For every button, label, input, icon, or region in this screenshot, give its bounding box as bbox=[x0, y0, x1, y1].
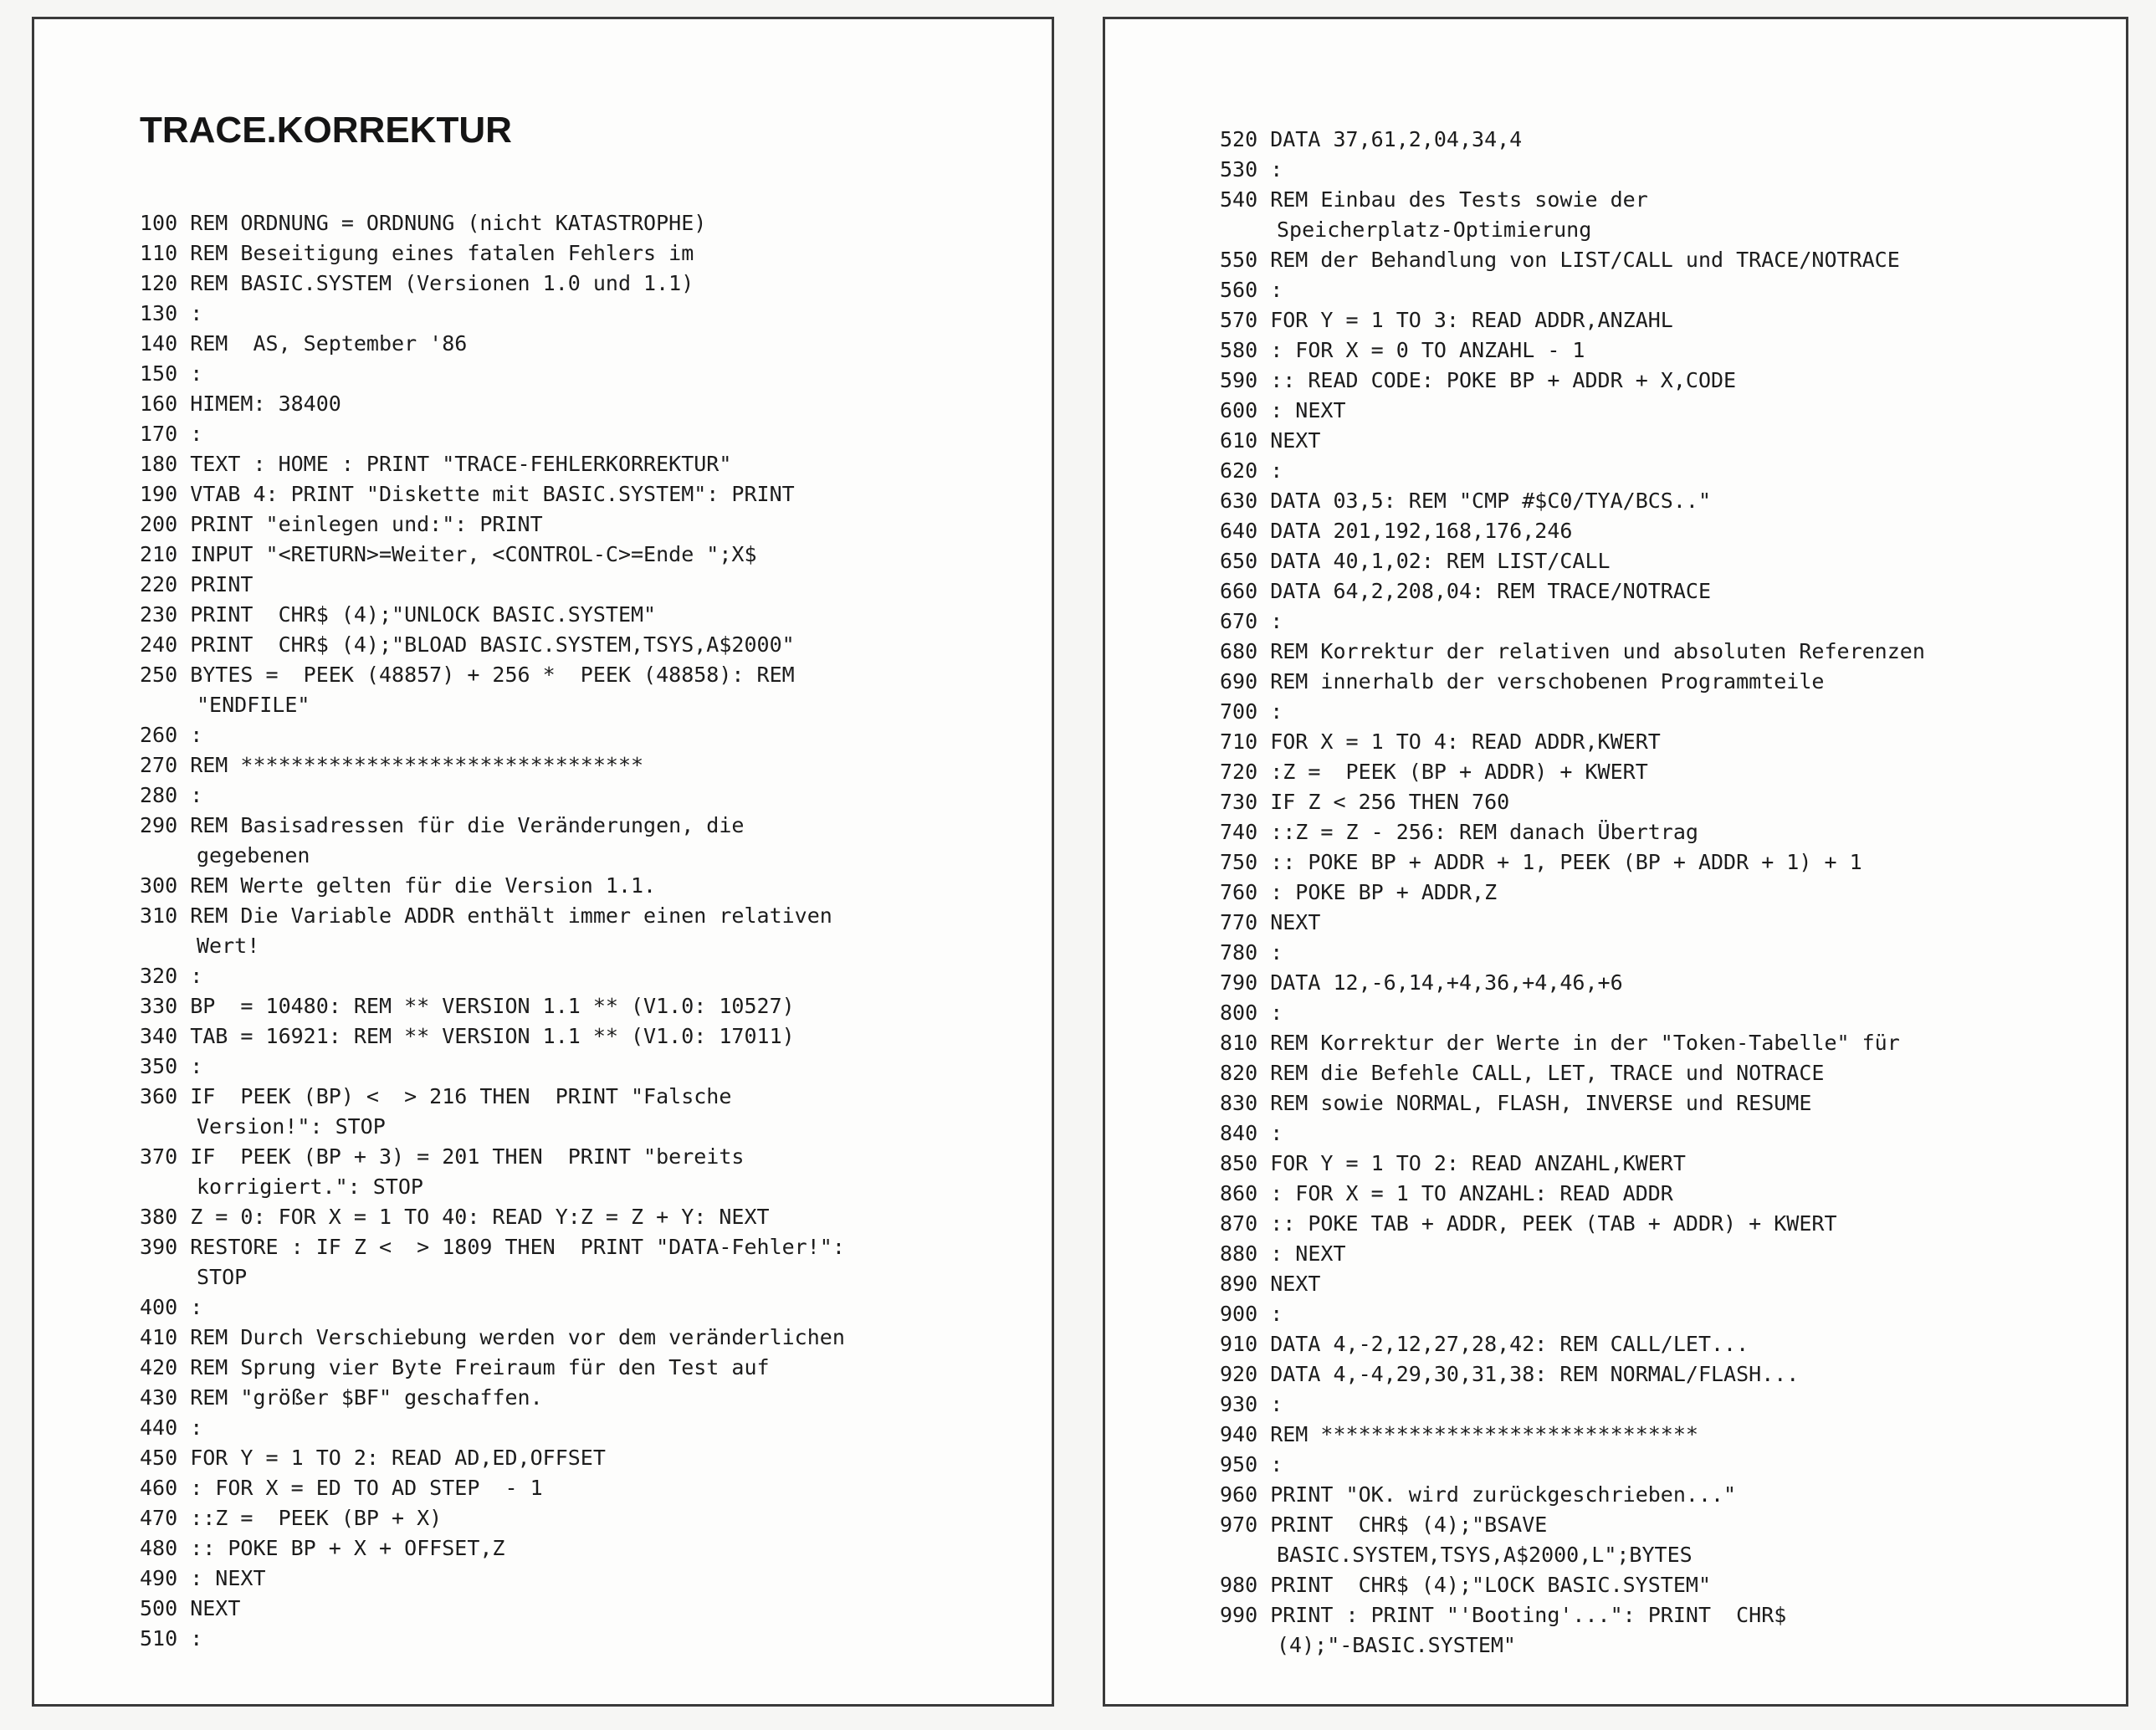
code-line: 500 NEXT bbox=[140, 1596, 241, 1620]
code-line: 270 REM ******************************** bbox=[140, 753, 644, 777]
code-line: korrigiert.": STOP bbox=[197, 1175, 423, 1199]
code-line: 380 Z = 0: FOR X = 1 TO 40: READ Y:Z = Z + Y: NEXT bbox=[140, 1205, 770, 1229]
code-line: Speicherplatz-Optimierung bbox=[1277, 218, 1592, 242]
code-line: 570 FOR Y = 1 TO 3: READ ADDR,ANZAHL bbox=[1220, 308, 1673, 332]
code-line: 870 :: POKE TAB + ADDR, PEEK (TAB + ADDR) + KWERT bbox=[1220, 1211, 1837, 1236]
code-line: 360 IF PEEK (BP) < > 216 THEN PRINT "Falsche bbox=[140, 1084, 732, 1108]
code-line: Wert! bbox=[197, 934, 260, 958]
code-line: STOP bbox=[197, 1265, 248, 1289]
code-line: 670 : bbox=[1220, 609, 1283, 633]
code-line: 980 PRINT CHR$ (4);"LOCK BASIC.SYSTEM" bbox=[1220, 1573, 1711, 1597]
code-line: 780 : bbox=[1220, 940, 1283, 965]
code-line: 600 : NEXT bbox=[1220, 398, 1346, 422]
code-line: 390 RESTORE : IF Z < > 1809 THEN PRINT "DATA-Fehler!": bbox=[140, 1235, 845, 1259]
code-line: 630 DATA 03,5: REM "CMP #$C0/TYA/BCS.." bbox=[1220, 489, 1711, 513]
code-line: 710 FOR X = 1 TO 4: READ ADDR,KWERT bbox=[1220, 729, 1661, 754]
code-line: 960 PRINT "OK. wird zurückgeschrieben..." bbox=[1220, 1482, 1737, 1507]
code-line: 110 REM Beseitigung eines fatalen Fehlers im bbox=[140, 241, 694, 265]
code-line: 190 VTAB 4: PRINT "Diskette mit BASIC.SYSTEM": PRINT bbox=[140, 482, 795, 506]
code-line: 410 REM Durch Verschiebung werden vor dem veränderlichen bbox=[140, 1325, 845, 1349]
code-line: 720 :Z = PEEK (BP + ADDR) + KWERT bbox=[1220, 760, 1648, 784]
code-line: 940 REM ****************************** bbox=[1220, 1422, 1698, 1446]
code-line: 290 REM Basisadressen für die Veränderungen, die bbox=[140, 813, 745, 837]
code-line: 690 REM innerhalb der verschobenen Programmteile bbox=[1220, 669, 1825, 694]
code-line: 770 NEXT bbox=[1220, 910, 1321, 934]
code-line: 350 : bbox=[140, 1054, 203, 1078]
code-line: 760 : POKE BP + ADDR,Z bbox=[1220, 880, 1498, 904]
code-line: 740 ::Z = Z - 256: REM danach Übertrag bbox=[1220, 820, 1698, 844]
code-line: 810 REM Korrektur der Werte in der "Token-Tabelle" für bbox=[1220, 1031, 1900, 1055]
code-line: 530 : bbox=[1220, 157, 1283, 182]
code-line: 800 : bbox=[1220, 1001, 1283, 1025]
code-line: 610 NEXT bbox=[1220, 428, 1321, 453]
code-line: 310 REM Die Variable ADDR enthält immer einen relativen bbox=[140, 903, 832, 928]
code-line: 470 ::Z = PEEK (BP + X) bbox=[140, 1506, 443, 1530]
code-line: 260 : bbox=[140, 723, 203, 747]
code-line: 120 REM BASIC.SYSTEM (Versionen 1.0 und 1.1) bbox=[140, 271, 694, 295]
code-line: 590 :: READ CODE: POKE BP + ADDR + X,CODE bbox=[1220, 368, 1737, 392]
code-line: 660 DATA 64,2,208,04: REM TRACE/NOTRACE bbox=[1220, 579, 1711, 603]
code-line: 850 FOR Y = 1 TO 2: READ ANZAHL,KWERT bbox=[1220, 1151, 1686, 1175]
code-line: 460 : FOR X = ED TO AD STEP - 1 bbox=[140, 1476, 543, 1500]
code-line: 830 REM sowie NORMAL, FLASH, INVERSE und RESUME bbox=[1220, 1091, 1812, 1115]
code-line: 240 PRINT CHR$ (4);"BLOAD BASIC.SYSTEM,TSYS,A$2000" bbox=[140, 632, 795, 657]
code-line: 790 DATA 12,-6,14,+4,36,+4,46,+6 bbox=[1220, 970, 1623, 995]
code-line: 180 TEXT : HOME : PRINT "TRACE-FEHLERKORREKTUR" bbox=[140, 452, 732, 476]
code-line: 520 DATA 37,61,2,04,34,4 bbox=[1220, 127, 1523, 151]
code-line: 300 REM Werte gelten für die Version 1.1. bbox=[140, 873, 657, 898]
code-line: 890 NEXT bbox=[1220, 1272, 1321, 1296]
code-line: 490 : NEXT bbox=[140, 1566, 266, 1590]
code-line: 150 : bbox=[140, 361, 203, 386]
code-line: 480 :: POKE BP + X + OFFSET,Z bbox=[140, 1536, 505, 1560]
code-line: 230 PRINT CHR$ (4);"UNLOCK BASIC.SYSTEM" bbox=[140, 602, 657, 627]
code-line: 730 IF Z < 256 THEN 760 bbox=[1220, 790, 1510, 814]
code-line: 200 PRINT "einlegen und:": PRINT bbox=[140, 512, 543, 536]
code-line: 220 PRINT bbox=[140, 572, 253, 596]
page-title: TRACE.KORREKTUR bbox=[140, 110, 512, 151]
code-line: 920 DATA 4,-4,29,30,31,38: REM NORMAL/FLASH... bbox=[1220, 1362, 1800, 1386]
code-line: 510 : bbox=[140, 1626, 203, 1651]
code-line: 280 : bbox=[140, 783, 203, 807]
code-line: 440 : bbox=[140, 1415, 203, 1440]
code-line: 370 IF PEEK (BP + 3) = 201 THEN PRINT "bereits bbox=[140, 1144, 745, 1169]
code-line: 950 : bbox=[1220, 1452, 1283, 1477]
code-line: gegebenen bbox=[197, 843, 310, 868]
code-line: 820 REM die Befehle CALL, LET, TRACE und NOTRACE bbox=[1220, 1061, 1825, 1085]
code-line: 560 : bbox=[1220, 278, 1283, 302]
code-line: 450 FOR Y = 1 TO 2: READ AD,ED,OFFSET bbox=[140, 1446, 606, 1470]
code-line: 170 : bbox=[140, 422, 203, 446]
code-line: 620 : bbox=[1220, 458, 1283, 483]
code-line: (4);"-BASIC.SYSTEM" bbox=[1277, 1633, 1516, 1657]
code-line: 320 : bbox=[140, 964, 203, 988]
code-line: 250 BYTES = PEEK (48857) + 256 * PEEK (48858): REM bbox=[140, 663, 795, 687]
code-line: 400 : bbox=[140, 1295, 203, 1319]
code-line: 100 REM ORDNUNG = ORDNUNG (nicht KATASTROPHE) bbox=[140, 211, 707, 235]
code-line: 340 TAB = 16921: REM ** VERSION 1.1 ** (V1.0: 17011) bbox=[140, 1024, 795, 1048]
code-line: 930 : bbox=[1220, 1392, 1283, 1416]
code-line: 750 :: POKE BP + ADDR + 1, PEEK (BP + ADDR + 1) + 1 bbox=[1220, 850, 1862, 874]
code-line: 990 PRINT : PRINT "'Booting'...": PRINT CHR$ bbox=[1220, 1603, 1787, 1627]
code-line: 910 DATA 4,-2,12,27,28,42: REM CALL/LET... bbox=[1220, 1332, 1749, 1356]
code-line: 900 : bbox=[1220, 1302, 1283, 1326]
code-line: 640 DATA 201,192,168,176,246 bbox=[1220, 519, 1573, 543]
code-line: "ENDFILE" bbox=[197, 693, 310, 717]
code-line: 970 PRINT CHR$ (4);"BSAVE bbox=[1220, 1512, 1548, 1537]
code-line: 680 REM Korrektur der relativen und absoluten Referenzen bbox=[1220, 639, 1925, 663]
code-line: 210 INPUT "<RETURN>=Weiter, <CONTROL-C>=Ende ";X$ bbox=[140, 542, 757, 566]
code-line: 880 : NEXT bbox=[1220, 1241, 1346, 1266]
code-line: 550 REM der Behandlung von LIST/CALL und TRACE/NOTRACE bbox=[1220, 248, 1900, 272]
right-page bbox=[1103, 17, 2128, 1707]
code-line: 700 : bbox=[1220, 699, 1283, 724]
left-page bbox=[32, 17, 1054, 1707]
code-line: 130 : bbox=[140, 301, 203, 325]
code-line: 650 DATA 40,1,02: REM LIST/CALL bbox=[1220, 549, 1611, 573]
code-line: 430 REM "größer $BF" geschaffen. bbox=[140, 1385, 543, 1410]
code-line: 860 : FOR X = 1 TO ANZAHL: READ ADDR bbox=[1220, 1181, 1673, 1205]
code-line: 580 : FOR X = 0 TO ANZAHL - 1 bbox=[1220, 338, 1585, 362]
code-line: 840 : bbox=[1220, 1121, 1283, 1145]
code-line: Version!": STOP bbox=[197, 1114, 386, 1139]
code-line: 540 REM Einbau des Tests sowie der bbox=[1220, 187, 1648, 212]
code-line: 140 REM AS, September '86 bbox=[140, 331, 468, 356]
code-listing-right bbox=[1220, 125, 1925, 1661]
code-line: 330 BP = 10480: REM ** VERSION 1.1 ** (V1.0: 10527) bbox=[140, 994, 795, 1018]
code-line: 420 REM Sprung vier Byte Freiraum für den Test auf bbox=[140, 1355, 770, 1379]
code-line: 160 HIMEM: 38400 bbox=[140, 392, 341, 416]
code-listing-left bbox=[140, 208, 845, 1654]
code-line: BASIC.SYSTEM,TSYS,A$2000,L";BYTES bbox=[1277, 1543, 1693, 1567]
